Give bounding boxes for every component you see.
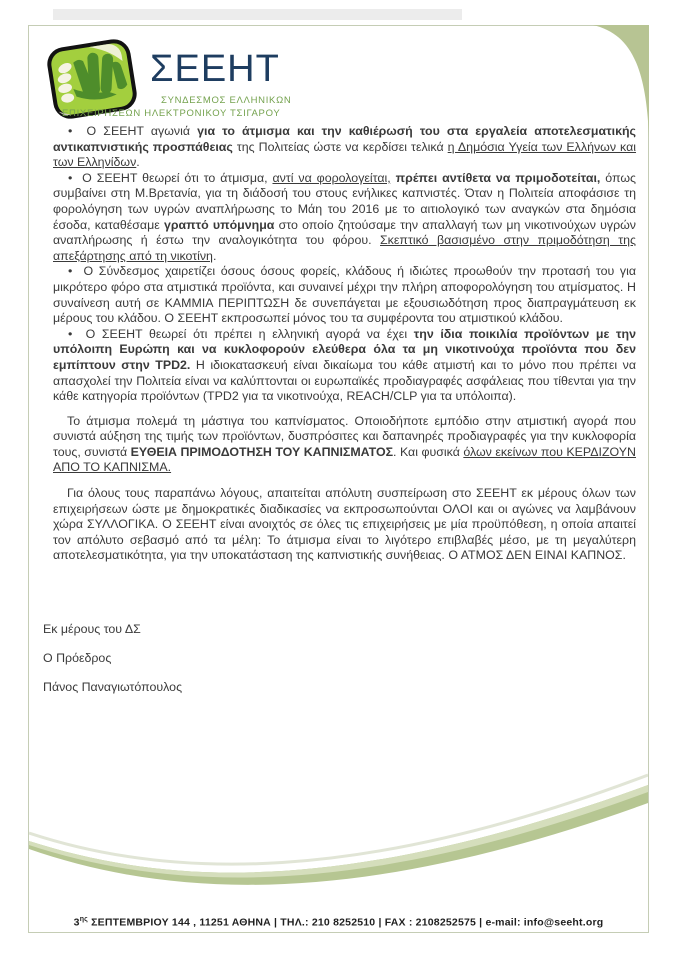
corner-decoration: [593, 25, 649, 137]
signature-on-behalf: Εκ μέρους του ΔΣ: [43, 622, 141, 636]
bullet-item-3: • Ο Σύνδεσμος χαιρετίζει όσους όσους φορείς, κλάδους ή ιδιώτες προωθούν την προτασή του για μικρότερο φόρο στα ατμιστικά προϊόντα, και συναινεί μέχρι την πλήρη αποφορολόγηση του ατμίσματος. Η συναίνεση αυτή σε ΚΑΜΜΙΑ ΠΕΡΙΠΤΩΣΗ δε συνεπάγεται με εξουσιωδότηση προς διαπραγμάτευση εκ μέρους του κλάδου. Ο ΣΕΕΗΤ εκπροσωπεί μόνος του τα συμφέροντα του ατμιστικού κλάδου.: [53, 264, 636, 326]
bullet-item-1: • Ο ΣΕΕΗΤ αγωνιά για το άτμισμα και την καθιέρωσή του στα εργαλεία αποτελεσματικής αντικαπνιστικής προσπάθειας της Πολιτείας ώστε να κερδίσει τελικά η Δημόσια Υγεία των Ελλήνων και των Ελληνίδων.: [53, 124, 637, 170]
signature-title: Ο Πρόεδρος: [43, 651, 112, 665]
logo-subtitle-line2: ΕΠΙΧΕΙΡΗΣΕΩΝ ΗΛΕΚΤΡΟΝΙΚΟΥ ΤΣΙΓΑΡΟΥ: [62, 108, 281, 119]
paragraph-call-to-unite: Για όλους τους παραπάνω λόγους, απαιτείται απόλυτη συσπείρωση στο ΣΕΕΗΤ εκ μέρους όλων των επιχειρήσεων ώστε με δημοκρατικές διαδικασίες να εκπροσωπούνται ΟΛΟΙ και οι αγώνες να λαμβάνουν χώρα ΣΥΛΛΟΓΙΚΑ. Ο ΣΕΕΗΤ είναι ανοιχτός σε όλες τις επιχειρήσεις με μία προϋπόθεση, η οποία απαιτεί τον απόλυτο σεβασμό από τα μέλη: Το άτμισμα είναι το λιγότερο επιβλαβές μέσο, με τη μεγαλύτερη αποτελεσματικότητα, για την υποκατάσταση της καπνιστικής συνήθειας. Ο ΑΤΜΟΣ ΔΕΝ ΕΙΝΑΙ ΚΑΠΝΟΣ.: [53, 486, 636, 563]
footer-contact: $3^{\eta\varsigma}$ ΣΕΠΤΕΜΒΡΙΟΥ 144 , 11251 ΑΘΗΝΑ | ΤΗΛ.: 210 8252510 | FAX : 2108252575 | e-mail: info@seeht.org: [73, 915, 604, 928]
logo-acronym: ΣΕΕΗΤ: [150, 48, 280, 90]
signature-block: [43, 622, 182, 709]
signature-name: Πάνος Παναγιωτόπουλος: [43, 680, 183, 694]
bullet-item-4: • Ο ΣΕΕΗΤ θεωρεί ότι πρέπει η ελληνική αγορά να έχει την ίδια ποικιλία προϊόντων με την υπόλοιπη Ευρώπη και να κυκλοφορούν ελεύθερα όλα τα μη νικοτινούχα προϊόντα που δεν εμπίπτουν στην TPD2. Η ιδιοκατασκευή είναι δικαίωμα του κάθε ατμιστή και το μόνο που πρέπει να απασχολεί την Πολιτεία είναι να καλύπτονται οι ευρωπαϊκές προδιαγραφές ασφάλειας που τίθενται για την κάθε κατηγορία προϊόντων (TPD2 για τα νικοτινούχα, REACH/CLP για τα υπόλοιπα).: [53, 326, 636, 404]
scan-artifact-strip: [53, 9, 462, 20]
logo-subtitle-line1: ΣΥΝΔΕΣΜΟΣ ΕΛΛΗΝΙΚΩΝ: [161, 95, 292, 106]
body-content: [53, 124, 636, 564]
swoosh-decoration: [29, 773, 648, 908]
bullet-item-2: • Ο ΣΕΕΗΤ θεωρεί ότι το άτμισμα, αντί να φορολογείται, πρέπει αντίθετα να πριμοδοτείται, όπως συμβαίνει στη Μ.Βρετανία, για τη διάδοσή του στους ενήλικες καπνιστές. Όταν η Πολιτεία αποφάσισε τη φορολόγηση των υγρών αναπλήρωσης το Μάη του 2016 με το αιτιολογικό των αναγκών στα δημόσια έσοδα, καταθέσαμε γραπτό υπόμνημα στο οποίο ζητούσαμε την απαλλαγή των μη νικοτινούχων υγρών αναπλήρωσης ή έστω την αναλογικότητα του φόρου. Σκεπτικό βασισμένο στην πριμοδότηση της απεξάρτησης από τη νικοτίνη.: [53, 170, 636, 263]
paragraph-vaping-vs-smoking: Το άτμισμα πολεμά τη μάστιγα του καπνίσματος. Οποιοδήποτε εμπόδιο στην ατμιστική αγορά που συνιστά αύξηση της τιμής των προϊόντων, δυσπρόσιτες και δαπανηρές προδιαγραφές για την κυκλοφορία τους, συνιστά ΕΥΘΕΙΑ ΠΡΙΜΟΔΟΤΗΣΗ ΤΟΥ ΚΑΠΝΙΣΜΑΤΟΣ. Και φυσικά όλων εκείνων που ΚΕΡΔΙΖΟΥΝ ΑΠΟ ΤΟ ΚΑΠΝΙΣΜΑ.: [53, 413, 636, 475]
